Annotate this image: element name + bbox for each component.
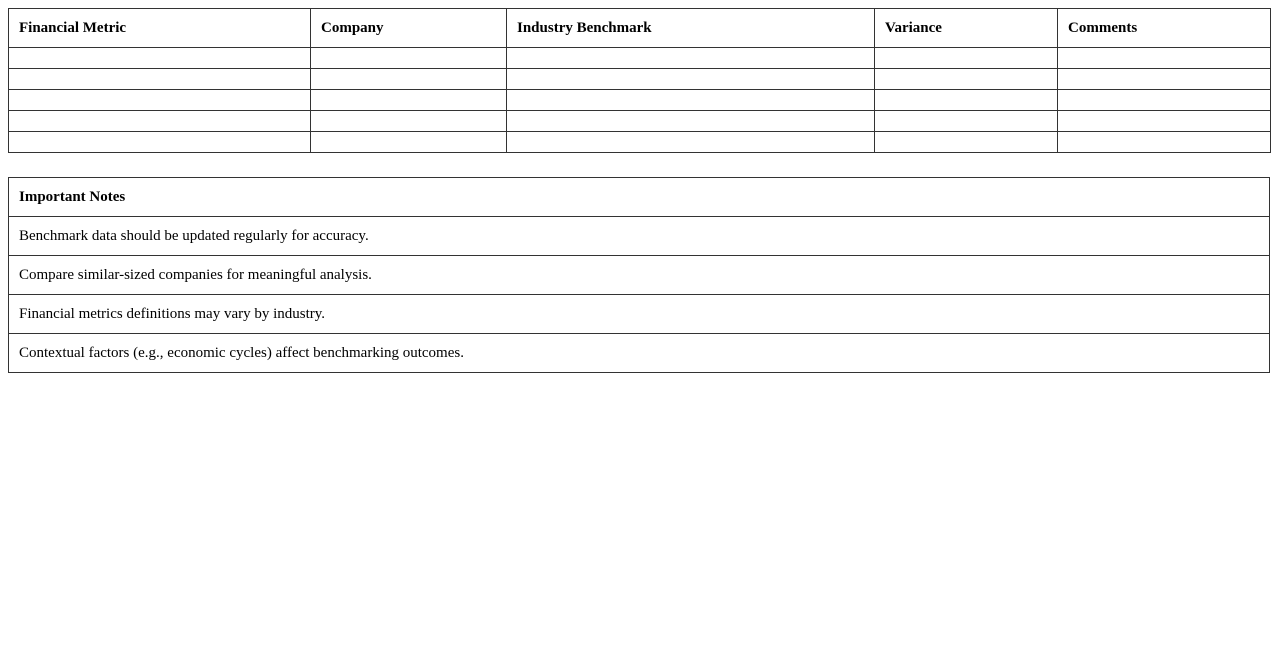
header-company: Company: [311, 9, 507, 48]
header-comments: Comments: [1058, 9, 1271, 48]
table-cell: [507, 69, 875, 90]
note-text: Compare similar-sized companies for meaningful analysis.: [9, 256, 1270, 295]
table-cell: [1058, 69, 1271, 90]
header-variance: Variance: [875, 9, 1058, 48]
table-row: [9, 132, 1271, 153]
table-cell: [9, 90, 311, 111]
table-cell: [311, 111, 507, 132]
note-text: Contextual factors (e.g., economic cycles) affect benchmarking outcomes.: [9, 334, 1270, 373]
table-row: [9, 111, 1271, 132]
table-cell: [875, 69, 1058, 90]
table-cell: [9, 132, 311, 153]
table-cell: [875, 132, 1058, 153]
table-header-row: [9, 9, 1271, 48]
table-cell: [1058, 132, 1271, 153]
notes-header-row: [9, 178, 1270, 217]
table-cell: [507, 48, 875, 69]
table-cell: [9, 69, 311, 90]
table-cell: [9, 111, 311, 132]
list-item: [9, 256, 1270, 295]
header-financial-metric: Financial Metric: [9, 9, 311, 48]
table-row: [9, 48, 1271, 69]
list-item: [9, 334, 1270, 373]
table-cell: [311, 69, 507, 90]
table-cell: [875, 48, 1058, 69]
table-cell: [311, 132, 507, 153]
table-cell: [1058, 111, 1271, 132]
table-cell: [9, 48, 311, 69]
list-item: [9, 217, 1270, 256]
benchmark-table: [8, 8, 1271, 153]
table-cell: [311, 90, 507, 111]
table-cell: [507, 90, 875, 111]
table-row: [9, 90, 1271, 111]
notes-title: Important Notes: [9, 178, 1270, 217]
table-cell: [507, 132, 875, 153]
table-row: [9, 69, 1271, 90]
note-text: Financial metrics definitions may vary by industry.: [9, 295, 1270, 334]
table-cell: [311, 48, 507, 69]
table-cell: [1058, 90, 1271, 111]
table-cell: [875, 90, 1058, 111]
important-notes-table: [8, 177, 1270, 373]
note-text: Benchmark data should be updated regularly for accuracy.: [9, 217, 1270, 256]
document-page: [8, 8, 1270, 373]
header-industry-benchmark: Industry Benchmark: [507, 9, 875, 48]
list-item: [9, 295, 1270, 334]
table-cell: [1058, 48, 1271, 69]
table-cell: [875, 111, 1058, 132]
table-cell: [507, 111, 875, 132]
